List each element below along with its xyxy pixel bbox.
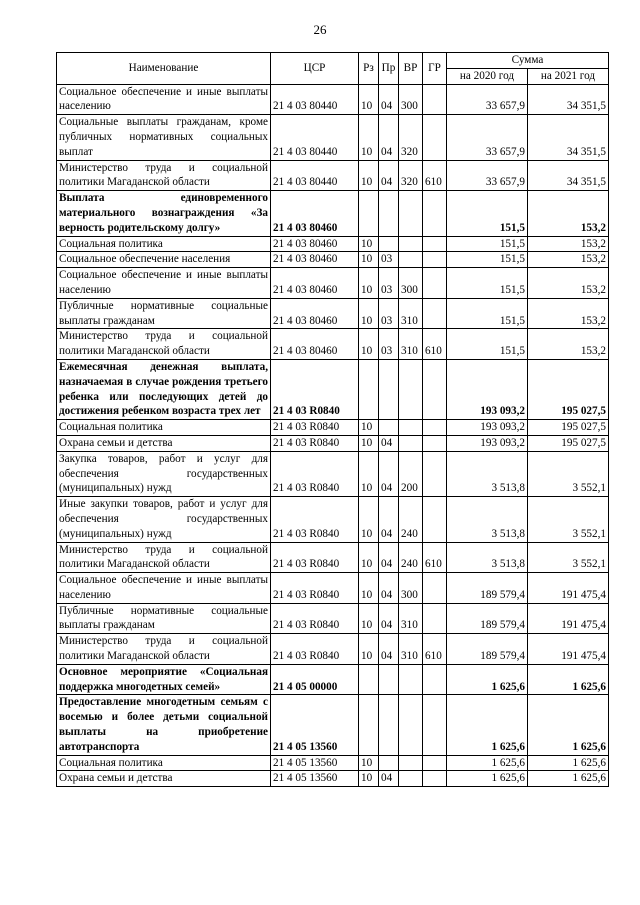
row-sum-2021: 1 625,6 — [528, 695, 609, 755]
row-sum-2021: 153,2 — [528, 268, 609, 299]
row-rz: 10 — [359, 603, 379, 634]
row-rz — [359, 695, 379, 755]
table-row — [57, 115, 609, 160]
row-csr: 21 4 05 13560 — [271, 695, 359, 755]
row-sum-2020: 151,5 — [447, 329, 528, 360]
row-sum-2021: 153,2 — [528, 329, 609, 360]
row-sum-2020: 151,5 — [447, 191, 528, 236]
row-sum-2020: 3 513,8 — [447, 451, 528, 496]
row-vr — [399, 695, 423, 755]
row-pr: 04 — [379, 542, 399, 573]
row-csr: 21 4 03 R0840 — [271, 420, 359, 436]
row-csr: 21 4 03 80460 — [271, 298, 359, 329]
header-vr: ВР — [399, 53, 423, 85]
row-sum-2021: 1 625,6 — [528, 664, 609, 695]
row-rz: 10 — [359, 542, 379, 573]
row-gr: 610 — [423, 160, 447, 191]
row-sum-2020: 1 625,6 — [447, 695, 528, 755]
row-sum-2021: 3 552,1 — [528, 451, 609, 496]
table-row — [57, 451, 609, 496]
row-vr — [399, 252, 423, 268]
row-gr — [423, 268, 447, 299]
row-rz: 10 — [359, 252, 379, 268]
row-csr: 21 4 03 R0840 — [271, 497, 359, 542]
row-gr — [423, 695, 447, 755]
row-sum-2021: 34 351,5 — [528, 115, 609, 160]
row-csr: 21 4 03 R0840 — [271, 451, 359, 496]
row-pr — [379, 755, 399, 771]
row-name: Министерство труда и социальной политики Магаданской области — [57, 160, 271, 191]
row-sum-2020: 1 625,6 — [447, 664, 528, 695]
row-vr — [399, 435, 423, 451]
row-sum-2020: 3 513,8 — [447, 542, 528, 573]
row-sum-2021: 195 027,5 — [528, 420, 609, 436]
table-row — [57, 329, 609, 360]
row-vr — [399, 359, 423, 419]
row-gr — [423, 252, 447, 268]
row-rz: 10 — [359, 420, 379, 436]
table-row — [57, 298, 609, 329]
row-sum-2021: 153,2 — [528, 191, 609, 236]
table-row — [57, 420, 609, 436]
row-name: Охрана семьи и детства — [57, 435, 271, 451]
row-vr — [399, 236, 423, 252]
row-sum-2020: 3 513,8 — [447, 497, 528, 542]
row-rz — [359, 664, 379, 695]
row-gr — [423, 435, 447, 451]
row-sum-2021: 1 625,6 — [528, 755, 609, 771]
row-vr: 320 — [399, 115, 423, 160]
row-name: Ежемесячная денежная выплата, назначаемая в случае рождения третьего ребенка или последующих детей до достижения ребенком возраста трех лет — [57, 359, 271, 419]
row-sum-2021: 195 027,5 — [528, 359, 609, 419]
header-sum: Сумма — [447, 53, 609, 69]
row-vr: 300 — [399, 573, 423, 604]
header-year-2020: на 2020 год — [447, 68, 528, 84]
row-csr: 21 4 03 R0840 — [271, 573, 359, 604]
row-vr — [399, 191, 423, 236]
table-row — [57, 191, 609, 236]
row-sum-2020: 33 657,9 — [447, 160, 528, 191]
row-pr: 04 — [379, 497, 399, 542]
row-sum-2021: 3 552,1 — [528, 542, 609, 573]
row-sum-2021: 153,2 — [528, 298, 609, 329]
row-pr — [379, 236, 399, 252]
row-sum-2021: 191 475,4 — [528, 573, 609, 604]
row-name: Социальная политика — [57, 236, 271, 252]
row-gr: 610 — [423, 634, 447, 665]
table-row — [57, 542, 609, 573]
row-rz: 10 — [359, 268, 379, 299]
row-name: Социальное обеспечение и иные выплаты населению — [57, 573, 271, 604]
row-pr: 04 — [379, 603, 399, 634]
row-rz: 10 — [359, 771, 379, 787]
row-name: Закупка товаров, работ и услуг для обеспечения государственных (муниципальных) нужд — [57, 451, 271, 496]
row-sum-2021: 195 027,5 — [528, 435, 609, 451]
row-gr — [423, 573, 447, 604]
row-sum-2021: 191 475,4 — [528, 634, 609, 665]
row-sum-2021: 1 625,6 — [528, 771, 609, 787]
row-pr: 03 — [379, 329, 399, 360]
row-sum-2021: 191 475,4 — [528, 603, 609, 634]
row-pr: 04 — [379, 634, 399, 665]
row-name: Предоставление многодетным семьям с восемью и более детьми социальной выплаты на приобретение автотранспорта — [57, 695, 271, 755]
row-sum-2020: 193 093,2 — [447, 359, 528, 419]
row-name: Охрана семьи и детства — [57, 771, 271, 787]
row-sum-2020: 151,5 — [447, 268, 528, 299]
row-sum-2021: 153,2 — [528, 252, 609, 268]
header-pr: Пр — [379, 53, 399, 85]
row-gr — [423, 236, 447, 252]
row-gr — [423, 115, 447, 160]
row-csr: 21 4 03 R0840 — [271, 359, 359, 419]
row-name: Основное мероприятие «Социальная поддержка многодетных семей» — [57, 664, 271, 695]
row-csr: 21 4 03 80460 — [271, 191, 359, 236]
row-csr: 21 4 05 13560 — [271, 755, 359, 771]
row-pr: 04 — [379, 435, 399, 451]
row-name: Социальная политика — [57, 755, 271, 771]
row-gr — [423, 451, 447, 496]
row-sum-2020: 193 093,2 — [447, 420, 528, 436]
row-gr — [423, 497, 447, 542]
row-vr: 310 — [399, 634, 423, 665]
table-row — [57, 160, 609, 191]
row-csr: 21 4 03 R0840 — [271, 603, 359, 634]
row-name: Социальное обеспечение и иные выплаты населению — [57, 268, 271, 299]
row-pr — [379, 664, 399, 695]
row-vr — [399, 755, 423, 771]
row-sum-2021: 34 351,5 — [528, 84, 609, 115]
row-name: Публичные нормативные социальные выплаты гражданам — [57, 603, 271, 634]
row-gr — [423, 84, 447, 115]
row-rz: 10 — [359, 84, 379, 115]
row-name: Публичные нормативные социальные выплаты гражданам — [57, 298, 271, 329]
row-csr: 21 4 03 80460 — [271, 236, 359, 252]
row-csr: 21 4 05 00000 — [271, 664, 359, 695]
table-row — [57, 252, 609, 268]
table-row — [57, 435, 609, 451]
row-rz: 10 — [359, 115, 379, 160]
row-name: Социальная политика — [57, 420, 271, 436]
row-gr — [423, 603, 447, 634]
header-year-2021: на 2021 год — [528, 68, 609, 84]
budget-table — [56, 52, 609, 787]
row-name: Социальные выплаты гражданам, кроме публичных нормативных социальных выплат — [57, 115, 271, 160]
row-csr: 21 4 03 80440 — [271, 84, 359, 115]
row-gr — [423, 420, 447, 436]
row-pr — [379, 420, 399, 436]
row-gr — [423, 191, 447, 236]
row-sum-2021: 34 351,5 — [528, 160, 609, 191]
table-row — [57, 84, 609, 115]
table-row — [57, 634, 609, 665]
row-rz: 10 — [359, 497, 379, 542]
row-name: Министерство труда и социальной политики Магаданской области — [57, 634, 271, 665]
row-pr: 04 — [379, 573, 399, 604]
row-csr: 21 4 03 R0840 — [271, 542, 359, 573]
header-csr: ЦСР — [271, 53, 359, 85]
row-sum-2020: 193 093,2 — [447, 435, 528, 451]
row-vr — [399, 420, 423, 436]
row-pr — [379, 359, 399, 419]
header-rz: Рз — [359, 53, 379, 85]
row-pr: 04 — [379, 115, 399, 160]
row-sum-2021: 3 552,1 — [528, 497, 609, 542]
row-sum-2020: 189 579,4 — [447, 603, 528, 634]
row-csr: 21 4 03 80460 — [271, 252, 359, 268]
row-sum-2021: 153,2 — [528, 236, 609, 252]
row-name: Министерство труда и социальной политики Магаданской области — [57, 542, 271, 573]
row-rz — [359, 191, 379, 236]
table-row — [57, 359, 609, 419]
row-name: Выплата единовременного материального вознаграждения «За верность родительскому долгу» — [57, 191, 271, 236]
header-name: Наименование — [57, 53, 271, 85]
table-row — [57, 771, 609, 787]
row-pr: 03 — [379, 252, 399, 268]
row-name: Иные закупки товаров, работ и услуг для обеспечения государственных (муниципальных) нужд — [57, 497, 271, 542]
row-sum-2020: 189 579,4 — [447, 573, 528, 604]
row-rz: 10 — [359, 435, 379, 451]
row-sum-2020: 151,5 — [447, 236, 528, 252]
row-name: Министерство труда и социальной политики Магаданской области — [57, 329, 271, 360]
table-header-row — [57, 53, 609, 69]
row-vr: 320 — [399, 160, 423, 191]
row-sum-2020: 1 625,6 — [447, 755, 528, 771]
row-pr: 03 — [379, 268, 399, 299]
table-row — [57, 573, 609, 604]
row-sum-2020: 1 625,6 — [447, 771, 528, 787]
row-rz: 10 — [359, 236, 379, 252]
row-rz: 10 — [359, 329, 379, 360]
row-csr: 21 4 03 R0840 — [271, 435, 359, 451]
row-csr: 21 4 05 13560 — [271, 771, 359, 787]
row-csr: 21 4 03 80460 — [271, 329, 359, 360]
page-number: 26 — [313, 22, 327, 37]
row-rz: 10 — [359, 451, 379, 496]
row-pr: 04 — [379, 771, 399, 787]
row-vr — [399, 771, 423, 787]
row-sum-2020: 189 579,4 — [447, 634, 528, 665]
row-gr — [423, 771, 447, 787]
row-rz: 10 — [359, 634, 379, 665]
table-row — [57, 268, 609, 299]
row-rz: 10 — [359, 298, 379, 329]
row-vr — [399, 664, 423, 695]
row-sum-2020: 151,5 — [447, 252, 528, 268]
row-pr — [379, 695, 399, 755]
row-gr — [423, 359, 447, 419]
row-rz: 10 — [359, 573, 379, 604]
row-csr: 21 4 03 80440 — [271, 160, 359, 191]
row-csr: 21 4 03 R0840 — [271, 634, 359, 665]
row-sum-2020: 33 657,9 — [447, 115, 528, 160]
row-vr: 310 — [399, 603, 423, 634]
row-vr: 300 — [399, 268, 423, 299]
row-gr — [423, 664, 447, 695]
table-row — [57, 236, 609, 252]
table-row — [57, 497, 609, 542]
table-row — [57, 603, 609, 634]
row-vr: 300 — [399, 84, 423, 115]
row-gr — [423, 298, 447, 329]
row-csr: 21 4 03 80460 — [271, 268, 359, 299]
row-vr: 240 — [399, 497, 423, 542]
row-name: Социальное обеспечение и иные выплаты населению — [57, 84, 271, 115]
row-pr: 04 — [379, 84, 399, 115]
row-gr: 610 — [423, 329, 447, 360]
row-gr — [423, 755, 447, 771]
table-row — [57, 695, 609, 755]
table-body — [57, 84, 609, 787]
table-row — [57, 755, 609, 771]
row-gr: 610 — [423, 542, 447, 573]
row-rz: 10 — [359, 755, 379, 771]
table-row — [57, 664, 609, 695]
row-sum-2020: 33 657,9 — [447, 84, 528, 115]
row-rz — [359, 359, 379, 419]
row-vr: 240 — [399, 542, 423, 573]
header-gr: ГР — [423, 53, 447, 85]
row-pr: 04 — [379, 160, 399, 191]
row-vr: 310 — [399, 329, 423, 360]
row-name: Социальное обеспечение населения — [57, 252, 271, 268]
row-vr: 310 — [399, 298, 423, 329]
row-pr — [379, 191, 399, 236]
row-pr: 03 — [379, 298, 399, 329]
row-rz: 10 — [359, 160, 379, 191]
row-sum-2020: 151,5 — [447, 298, 528, 329]
row-vr: 200 — [399, 451, 423, 496]
row-csr: 21 4 03 80440 — [271, 115, 359, 160]
row-pr: 04 — [379, 451, 399, 496]
